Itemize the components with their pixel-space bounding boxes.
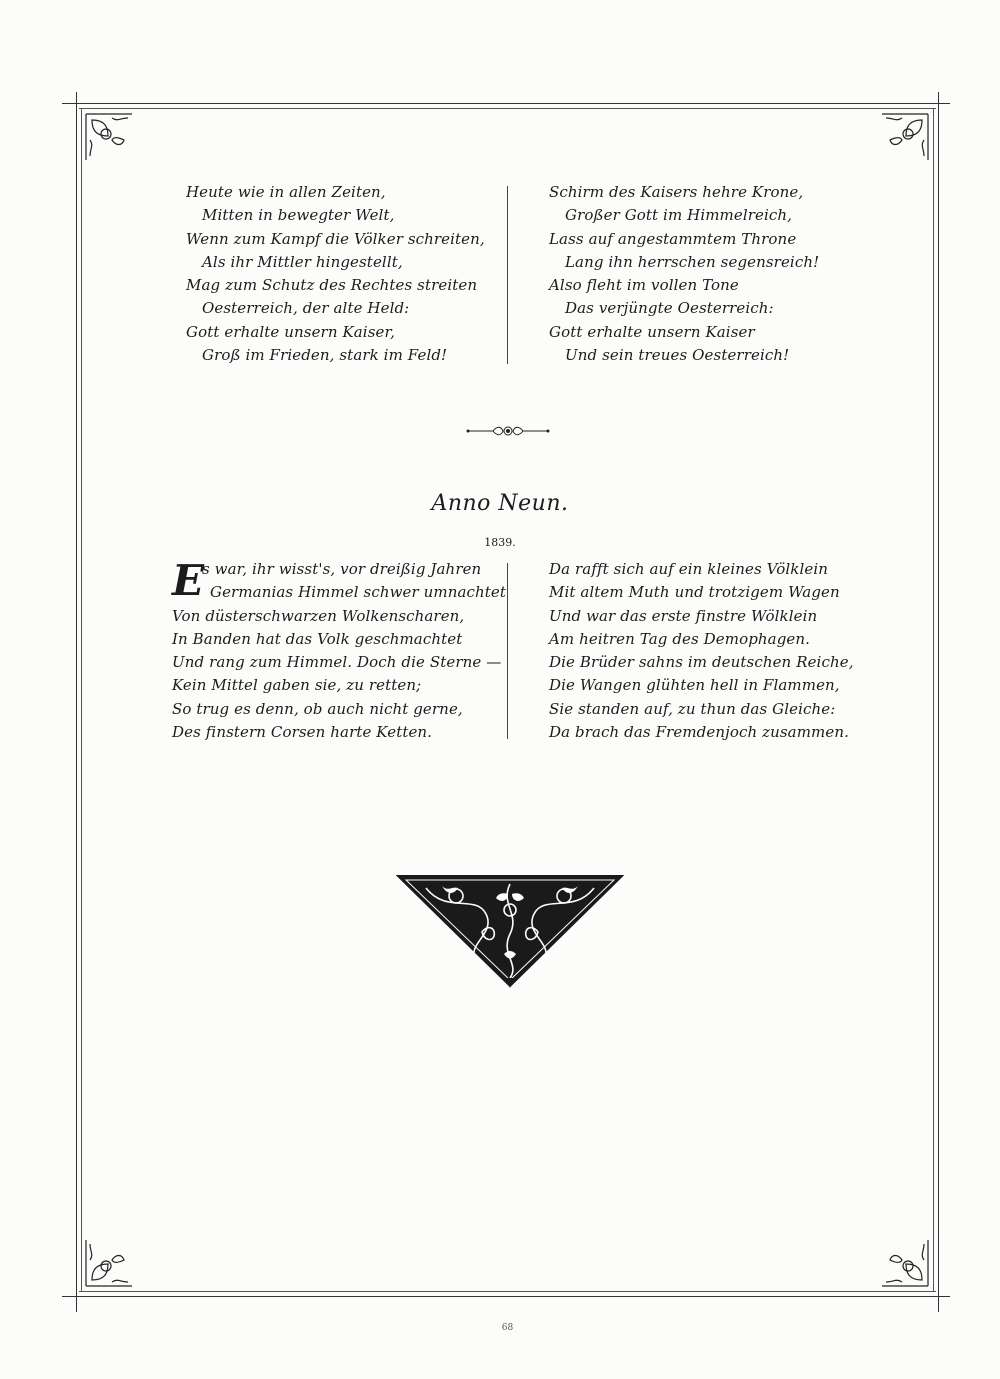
poem-year: 1839. [484, 536, 516, 549]
frame-top-line [62, 103, 950, 104]
verse-line: Lang ihn herrschen segensreich! [565, 252, 820, 271]
drop-cap: E [172, 556, 205, 605]
stanza-right [549, 181, 819, 367]
divider-ornament-icon [465, 424, 551, 438]
verse-line: Groß im Frieden, stark im Feld! [202, 346, 448, 365]
verse-line: Heute wie in allen Zeiten, [186, 183, 386, 201]
verse-line: Oesterreich, der alte Held: [202, 299, 410, 318]
verse-line: Des finstern Corsen harte Ketten. [172, 723, 433, 742]
corner-ornament-icon [880, 1238, 930, 1288]
poem2-stanza-left [172, 558, 506, 744]
frame-right-inner-line [933, 108, 934, 1292]
verse-line: Mag zum Schutz des Rechtes streiten [186, 276, 478, 295]
verse-line: Sie standen auf, zu thun das Gleiche: [549, 699, 836, 718]
verse-line: Und rang zum Himmel. Doch die Sterne — [172, 653, 502, 672]
verse-line: Da rafft sich auf ein kleines Völklein [549, 560, 828, 578]
verse-line: Schirm des Kaisers hehre Krone, [549, 183, 804, 201]
verse-line: Die Brüder sahns im deutschen Reiche, [549, 653, 854, 672]
verse-line: s war, ihr wisst's, vor dreißig Jahren [202, 560, 482, 578]
frame-right-line [938, 92, 939, 1312]
corner-ornament-icon [84, 112, 134, 162]
frame-left-inner-line [81, 108, 82, 1292]
verse-line: Also fleht im vollen Tone [549, 276, 739, 295]
verse-line: Von düsterschwarzen Wolkenscharen, [172, 606, 465, 625]
verse-line: So trug es denn, ob auch nicht gerne, [172, 699, 463, 718]
stanza-left [186, 181, 485, 367]
column-divider [507, 563, 508, 739]
verse-line: Kein Mittel gaben sie, zu retten; [172, 676, 422, 695]
verse-line: Die Wangen glühten hell in Flammen, [549, 676, 840, 695]
verse-line: Germanias Himmel schwer umnachtet [210, 583, 507, 602]
corner-ornament-icon [84, 1238, 134, 1288]
verse-line: Lass auf angestammtem Throne [549, 229, 797, 248]
corner-ornament-icon [880, 112, 930, 162]
verse-line: Am heitren Tag des Demophagen. [549, 629, 811, 648]
verse-line: In Banden hat das Volk geschmachtet [172, 629, 463, 648]
verse-line: Und war das erste finstre Wölklein [549, 606, 818, 625]
verse-line: Und sein treues Oesterreich! [565, 346, 790, 365]
verse-line: Gott erhalte unsern Kaiser [549, 322, 755, 341]
column-divider [507, 186, 508, 364]
verse-line: Gott erhalte unsern Kaiser, [186, 322, 395, 341]
verse-line: Als ihr Mittler hingestellt, [202, 252, 403, 271]
verse-line: Wenn zum Kampf die Völker schreiten, [186, 229, 485, 248]
verse-line: Das verjüngte Oesterreich: [565, 299, 774, 318]
verse-line: Großer Gott im Himmelreich, [565, 206, 793, 225]
poem2-stanza-right [549, 558, 854, 744]
frame-top-inner-line [79, 108, 936, 109]
page-number: 68 [501, 1323, 514, 1333]
vignette-ornament-icon [396, 874, 624, 988]
frame-left-line [76, 92, 77, 1312]
frame-bottom-line [62, 1296, 950, 1297]
verse-line: Da brach das Fremdenjoch zusammen. [549, 723, 849, 742]
verse-line: Mitten in bewegter Welt, [202, 206, 395, 225]
poem-title: Anno Neun. [431, 491, 569, 516]
verse-line: Mit altem Muth und trotzigem Wagen [549, 583, 840, 602]
frame-bottom-inner-line [79, 1291, 936, 1292]
